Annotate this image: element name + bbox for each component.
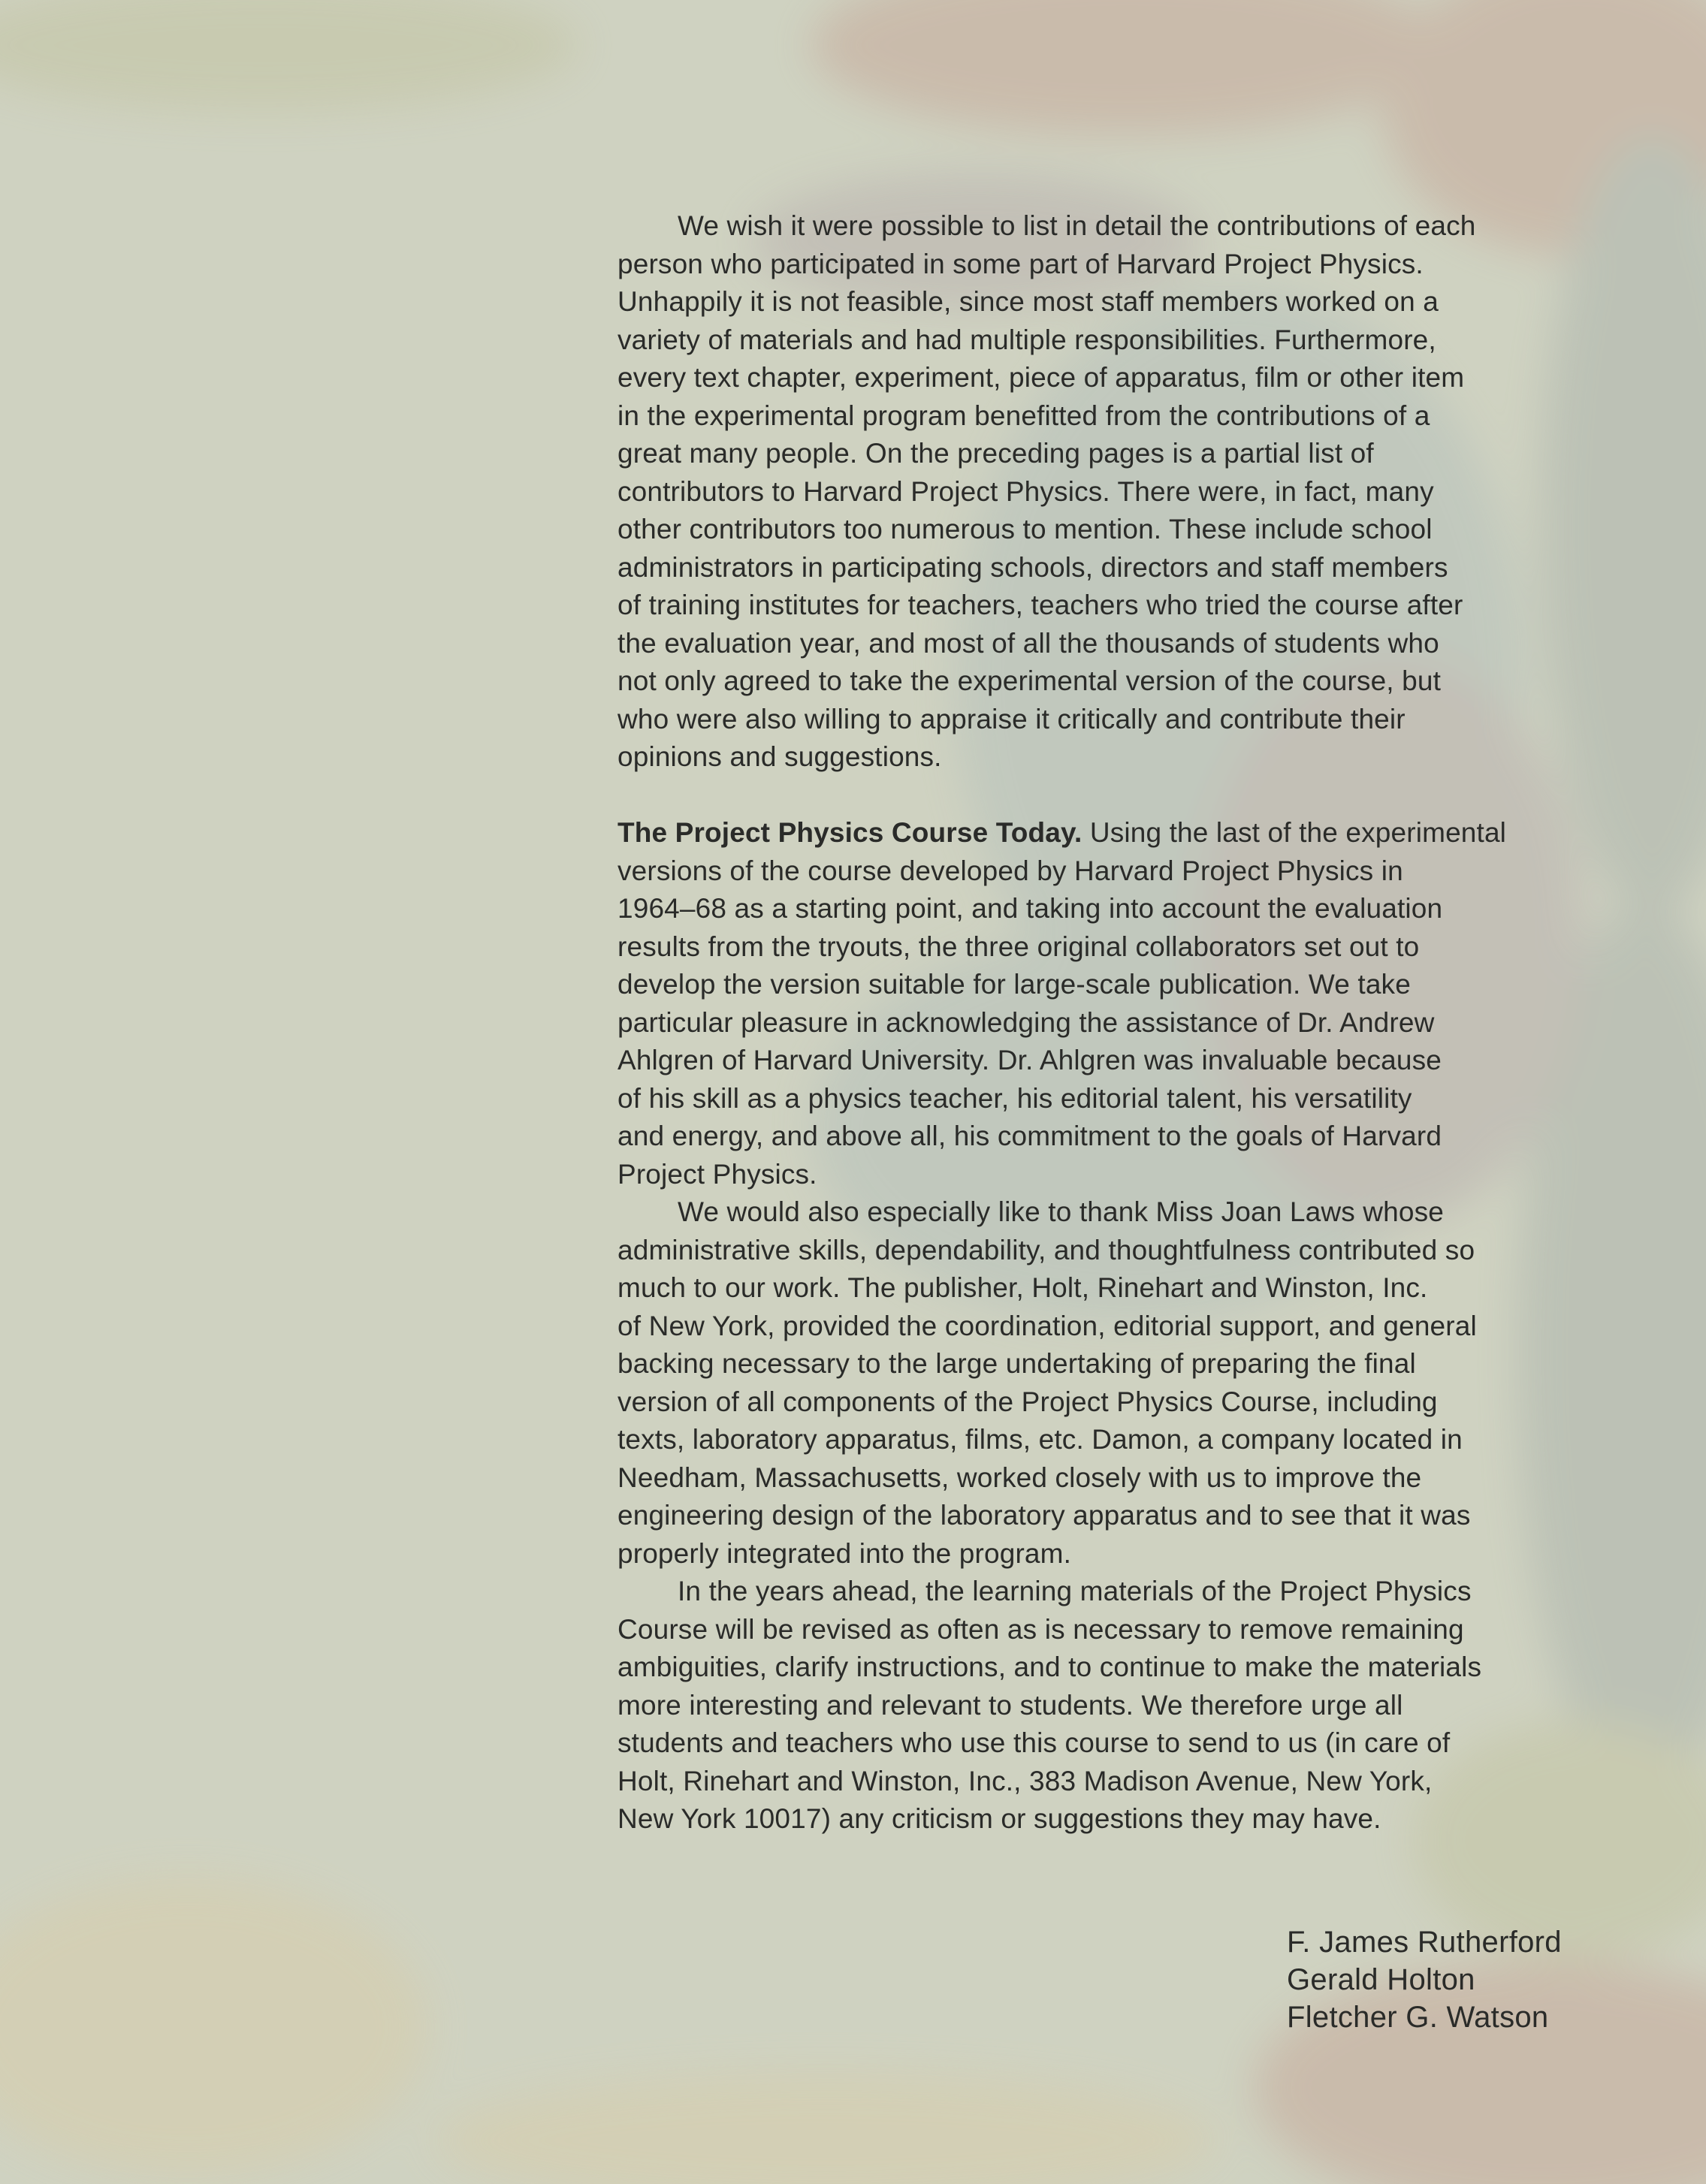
signature-block — [1287, 1923, 1562, 2036]
paragraph-course-today — [617, 814, 1594, 1193]
paragraph-course-today-text: Using the last of the experimental versions of the course developed by Harvard Project Physics in 1964–68 as a starting point, and taking into account the evaluation results from the tryouts, the three original collaborators set out to develop the version suitable for large-scale publication. We take particular pleasure in acknowledging the assistance of Dr. Andrew Ahlgren of Harvard University. Dr. Ahlgren was invaluable because of his skill as a physics teacher, his editorial talent, his versatility and energy, and above all, his commitment to the goals of Harvard Project Physics. — [617, 817, 1507, 1190]
letter-body — [617, 207, 1594, 1839]
paragraph-acknowledgements: We would also especially like to thank Miss Joan Laws whose administrative skills, dependability, and thoughtfulness contributed so much to our work. The publisher, Holt, Rinehart and Winston, Inc. of New York, provided the coordination, editorial support, and general backing necessary to the large undertaking of preparing the final version of all components of the Project Physics Course, including texts, laboratory apparatus, films, etc. Damon, a company located in Needham, Massachusetts, worked closely with us to improve the engineering design of the laboratory apparatus and to see that it was properly integrated into the program. — [617, 1196, 1477, 1569]
signatory-name: Fletcher G. Watson — [1287, 2001, 1549, 2034]
paragraph-contributions: We wish it were possible to list in detail the contributions of each person who participated in some part of Harvard Project Physics. Unhappily it is not feasible, since most staff members worked on a variety of materials and had multiple responsibilities. Furthermore, every text chapter, experiment, piece of apparatus, film or other item in the experimental program benefitted from the contributions of a great many people. On the preceding pages is a partial list of contributors to Harvard Project Physics. There were, in fact, many other contributors too numerous to mention. These include school administrators in participating schools, directors and staff members of training institutes for teachers, teachers who tried the course after the evaluation year, and most of all the thousands of students who not only agreed to take the experimental version of the course, but who were also willing to appraise it critically and contribute their opinions and suggestions. — [617, 210, 1476, 772]
signatory-name: Gerald Holton — [1287, 1963, 1475, 1996]
paragraph-years-ahead: In the years ahead, the learning materials of the Project Physics Course will be revised as often as is necessary to remove remaining ambiguities, clarify instructions, and to continue to make the materials more interesting and relevant to students. We therefore urge all students and teachers who use this course to send to us (in care of Holt, Rinehart and Winston, Inc., 383 Madison Avenue, New York, New York 10017) any criticism or suggestions they may have. — [617, 1576, 1482, 1834]
signatory-name: F. James Rutherford — [1287, 1926, 1562, 1959]
section-heading-course-today: The Project Physics Course Today. — [617, 817, 1082, 848]
